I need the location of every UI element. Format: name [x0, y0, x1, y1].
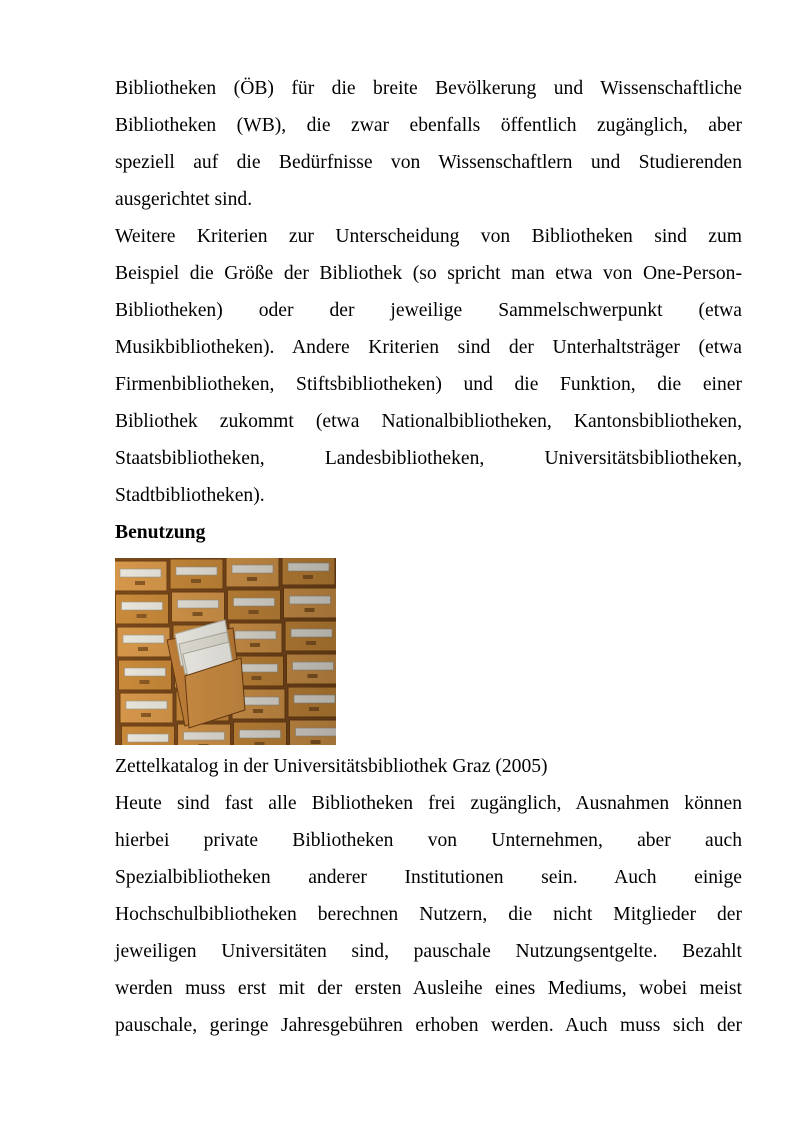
text-line: speziell auf die Bedürfnisse von Wissenschaftlern und Studierenden — [115, 152, 742, 173]
section-heading: Benutzung — [115, 522, 206, 543]
text-line: Bibliotheken (WB), die zwar ebenfalls öffentlich zugänglich, aber — [115, 115, 742, 136]
text-line: Firmenbibliotheken, Stiftsbibliotheken) und die Funktion, die einer — [115, 374, 742, 395]
text-line: Bibliothek zukommt (etwa Nationalbibliotheken, Kantonsbibliotheken, — [115, 411, 742, 432]
text-line: Weitere Kriterien zur Unterscheidung von Bibliotheken sind zum — [115, 226, 742, 247]
text-line: werden muss erst mit der ersten Ausleihe eines Mediums, wobei meist — [115, 978, 742, 999]
text-line: jeweiligen Universitäten sind, pauschale Nutzungsentgelte. Bezahlt — [115, 941, 742, 962]
text-line: Bibliotheken) oder der jeweilige Sammelschwerpunkt (etwa — [115, 300, 742, 321]
text-line: Heute sind fast alle Bibliotheken frei zugänglich, Ausnahmen können — [115, 793, 742, 814]
text-line: Hochschulbibliotheken berechnen Nutzern, die nicht Mitglieder der — [115, 904, 742, 925]
text-line: Beispiel die Größe der Bibliothek (so spricht man etwa von One-Person- — [115, 263, 742, 284]
card-catalog-photo — [115, 558, 336, 745]
text-line: Spezialbibliotheken anderer Institutionen sein. Auch einige — [115, 867, 742, 888]
figure-caption: Zettelkatalog in der Universitätsbibliothek Graz (2005) — [115, 756, 548, 777]
text-line: Musikbibliotheken). Andere Kriterien sind der Unterhaltsträger (etwa — [115, 337, 742, 358]
text-line: ausgerichtet sind. — [115, 189, 253, 210]
text-line: hierbei private Bibliotheken von Unternehmen, aber auch — [115, 830, 742, 851]
text-line: pauschale, geringe Jahresgebühren erhoben werden. Auch muss sich der — [115, 1015, 742, 1036]
text-line: Bibliotheken (ÖB) für die breite Bevölkerung und Wissenschaftliche — [115, 78, 742, 99]
text-line: Staatsbibliotheken, Landesbibliotheken, Universitätsbibliotheken, — [115, 448, 742, 469]
text-line: Stadtbibliotheken). — [115, 485, 265, 506]
